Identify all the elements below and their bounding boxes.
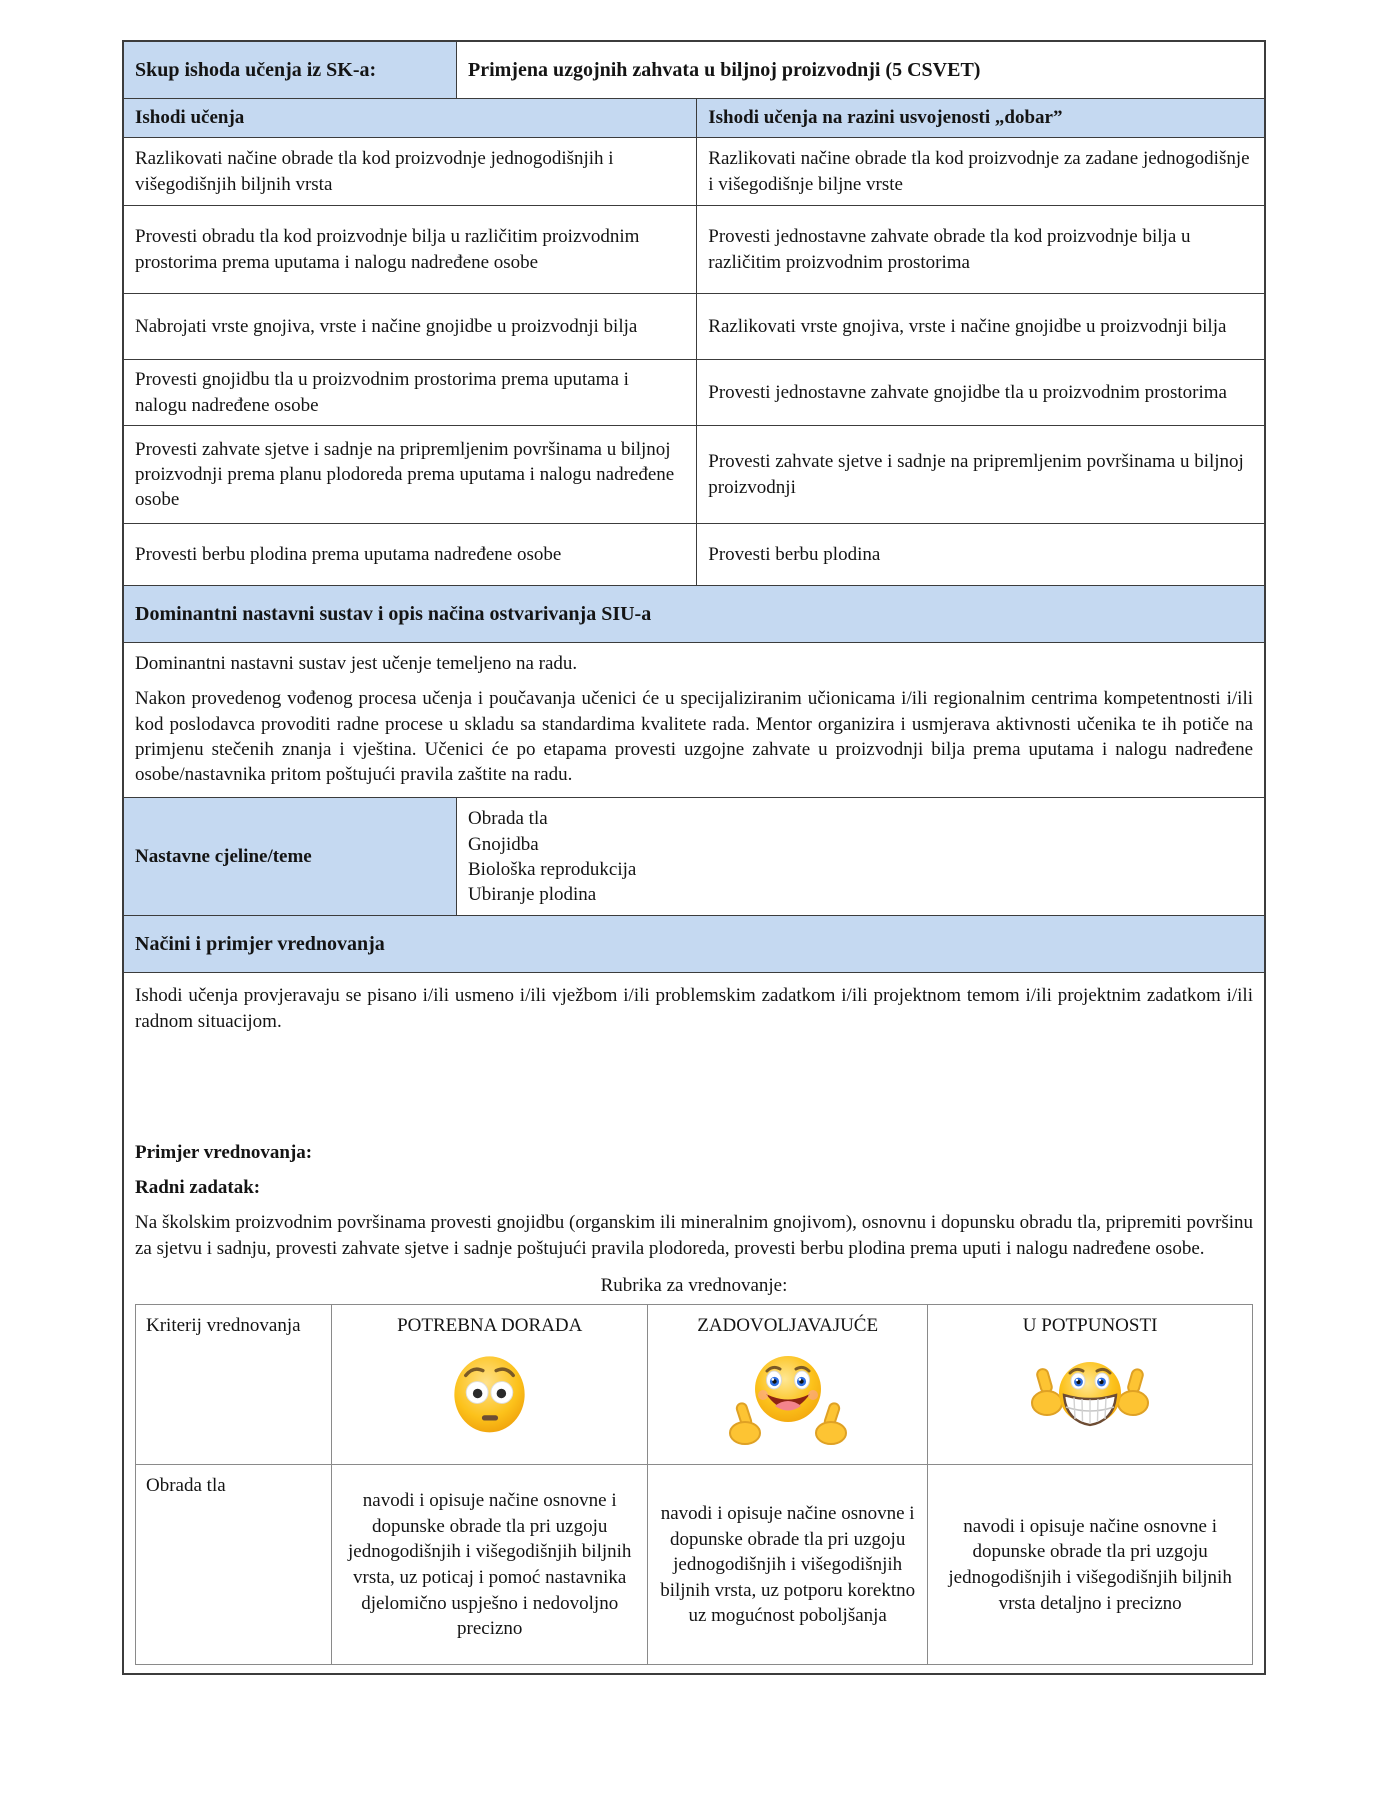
rubric-level-complete: [927, 1305, 1252, 1464]
unit-item: Gnojidba: [468, 833, 539, 855]
blank-space: [135, 1044, 1253, 1140]
title-label: Skup ishoda učenja iz SK-a:: [124, 42, 456, 98]
evaluation-task-label: Radni zadatak:: [135, 1177, 261, 1199]
evaluation-intro: Ishodi učenja provjeravaju se pisano i/ili usmeno i/ili vježbom i/ili problemskim zadatkom i/ili projektnom temom i/ili projektnim zadatkom i/ili radnom situacijom.: [135, 985, 1253, 1032]
main-document-table: [122, 40, 1266, 1675]
dominant-paragraph-2: Nakon provedenog vođenog procesa učenja i poučavanja učenici će u specijaliziranim učionicama i/ili regionalnim centrima kompetentnosti i/ili kod poslodavca provoditi radne procese u skladu sa standardima kvalitete rada. Mentor organizira i usmjerava aktivnosti učenika te ih potiče na primjenu stečenih znanja i vještina. Učenici će po etapama provesti uzgojne zahvate u proizvodnji bilja prema uputama i nalogu nadređene osobe/nastavnika pritom poštujući pravila zaštite na radu.: [135, 688, 1253, 786]
outcomes-header-row: [124, 98, 1264, 137]
outcome-cell-left: Provesti gnojidbu tla u proizvodnim prostorima prema uputama i nalogu nadređene osobe: [135, 369, 629, 416]
outcome-cell-right: Provesti zahvate sjetve i sadnje na pripremljenim površinama u biljnoj proizvodnji: [696, 426, 1264, 523]
flushed-face-emoji: [442, 1345, 537, 1448]
evaluation-section-header: Načini i primjer vrednovanja: [124, 916, 1264, 972]
unit-item: Biološka reprodukcija: [468, 858, 637, 880]
rubric-criterion-cell: Obrada tla: [146, 1475, 226, 1497]
units-list: [468, 806, 1253, 907]
dominant-section-header: Dominantni nastavni sustav i opis načina ostvarivanja SIU-a: [124, 586, 1264, 642]
evaluation-example-label: Primjer vrednovanja:: [135, 1141, 313, 1163]
rubric-title: Rubrika za vrednovanje:: [600, 1274, 788, 1296]
units-label: Nastavne cjeline/teme: [124, 798, 456, 915]
outcome-cell-right: Provesti jednostavne zahvate obrade tla kod proizvodnje bilja u različitim proizvodnim prostorima: [696, 206, 1264, 293]
rubric-cell-needs-work: navodi i opisuje načine osnovne i dopunske obrade tla pri uzgoju jednogodišnjih i višegodišnjih biljnih vrsta, uz poticaj i pomoć nastavnika djelomično uspješno i nedovoljno precizno: [331, 1465, 647, 1664]
rubric-level-label: U POTPUNOSTI: [1022, 1315, 1158, 1337]
evaluation-content-row: [124, 972, 1264, 1673]
outcomes-col1-header: Ishodi učenja: [124, 99, 696, 137]
rubric-level-satisfactory: [647, 1305, 927, 1464]
evaluation-task-text: Na školskim proizvodnim površinama provesti gnojidbu (organskim ili mineralnim gnojivom), osnovnu i dopunsku obradu tla, pripremiti površinu za sjetvu i sadnju, provesti zahvate sjetve i sadnje poštujući pravila plodoreda, provesti berbu plodina prema uputi i nalogu nadređene osobe.: [135, 1212, 1253, 1259]
dominant-text-row: [124, 642, 1264, 797]
rubric-table: [135, 1304, 1253, 1665]
unit-item: Obrada tla: [468, 808, 548, 830]
outcome-cell-right: Provesti jednostavne zahvate gnojidbe tla u proizvodnim prostorima: [696, 360, 1264, 425]
outcome-row: [124, 137, 1264, 205]
outcome-cell-left: Razlikovati načine obrade tla kod proizvodnje jednogodišnjih i višegodišnjih biljnih vrsta: [135, 148, 614, 195]
bottom-gap: [135, 1665, 1253, 1669]
title-row: [124, 42, 1264, 98]
outcome-cell-left: Nabrojati vrste gnojiva, vrste i načine gnojidbe u proizvodnji bilja: [135, 315, 638, 337]
rubric-criterion-header: Kriterij vrednovanja: [146, 1315, 301, 1337]
rubric-level-label: ZADOVOLJAVAJUĆE: [697, 1315, 879, 1337]
rubric-level-label: POTREBNA DORADA: [397, 1315, 583, 1337]
outcome-cell-right: Provesti berbu plodina: [696, 524, 1264, 585]
outcome-row: [124, 425, 1264, 523]
rubric-header-row: [136, 1305, 1252, 1464]
rubric-body-row: [136, 1464, 1252, 1664]
title-value: Primjena uzgojnih zahvata u biljnoj proizvodnji (5 CSVET): [456, 42, 1264, 98]
unit-item: Ubiranje plodina: [468, 884, 597, 906]
grinning-double-thumbs-up-emoji: [1026, 1345, 1154, 1451]
outcome-row: [124, 359, 1264, 425]
laughing-thumbs-up-emoji: [727, 1345, 849, 1457]
outcome-row: [124, 293, 1264, 359]
outcome-cell-right: Razlikovati načine obrade tla kod proizvodnje za zadane jednogodišnje i višegodišnje biljne vrste: [696, 138, 1264, 205]
outcome-cell-left: Provesti zahvate sjetve i sadnje na pripremljenim površinama u biljnoj proizvodnji prema planu plodoreda prema uputama i nalogu nadređene osobe: [135, 438, 675, 511]
evaluation-header-row: [124, 915, 1264, 972]
rubric-cell-satisfactory: navodi i opisuje načine osnovne i dopunske obrade tla pri uzgoju jednogodišnjih i višegodišnjih biljnih vrsta, uz potporu korektno uz mogućnost poboljšanja: [647, 1465, 927, 1664]
units-row: [124, 797, 1264, 915]
outcome-cell-right: Razlikovati vrste gnojiva, vrste i načine gnojidbe u proizvodnji bilja: [696, 294, 1264, 359]
outcomes-col2-header: Ishodi učenja na razini usvojenosti „dobar”: [696, 99, 1264, 137]
dominant-header-row: [124, 585, 1264, 642]
outcome-row: [124, 205, 1264, 293]
outcome-cell-left: Provesti berbu plodina prema uputama nadređene osobe: [135, 543, 562, 565]
outcome-row: [124, 523, 1264, 585]
rubric-cell-complete: navodi i opisuje načine osnovne i dopunske obrade tla pri uzgoju jednogodišnjih i višegodišnjih biljnih vrsta detaljno i precizno: [927, 1465, 1252, 1664]
outcome-cell-left: Provesti obradu tla kod proizvodnje bilja u različitim proizvodnim prostorima prema uputama i nalogu nadređene osobe: [135, 226, 640, 273]
dominant-paragraph-1: Dominantni nastavni sustav jest učenje temeljeno na radu.: [135, 653, 578, 674]
rubric-level-needs-work: [331, 1305, 647, 1464]
